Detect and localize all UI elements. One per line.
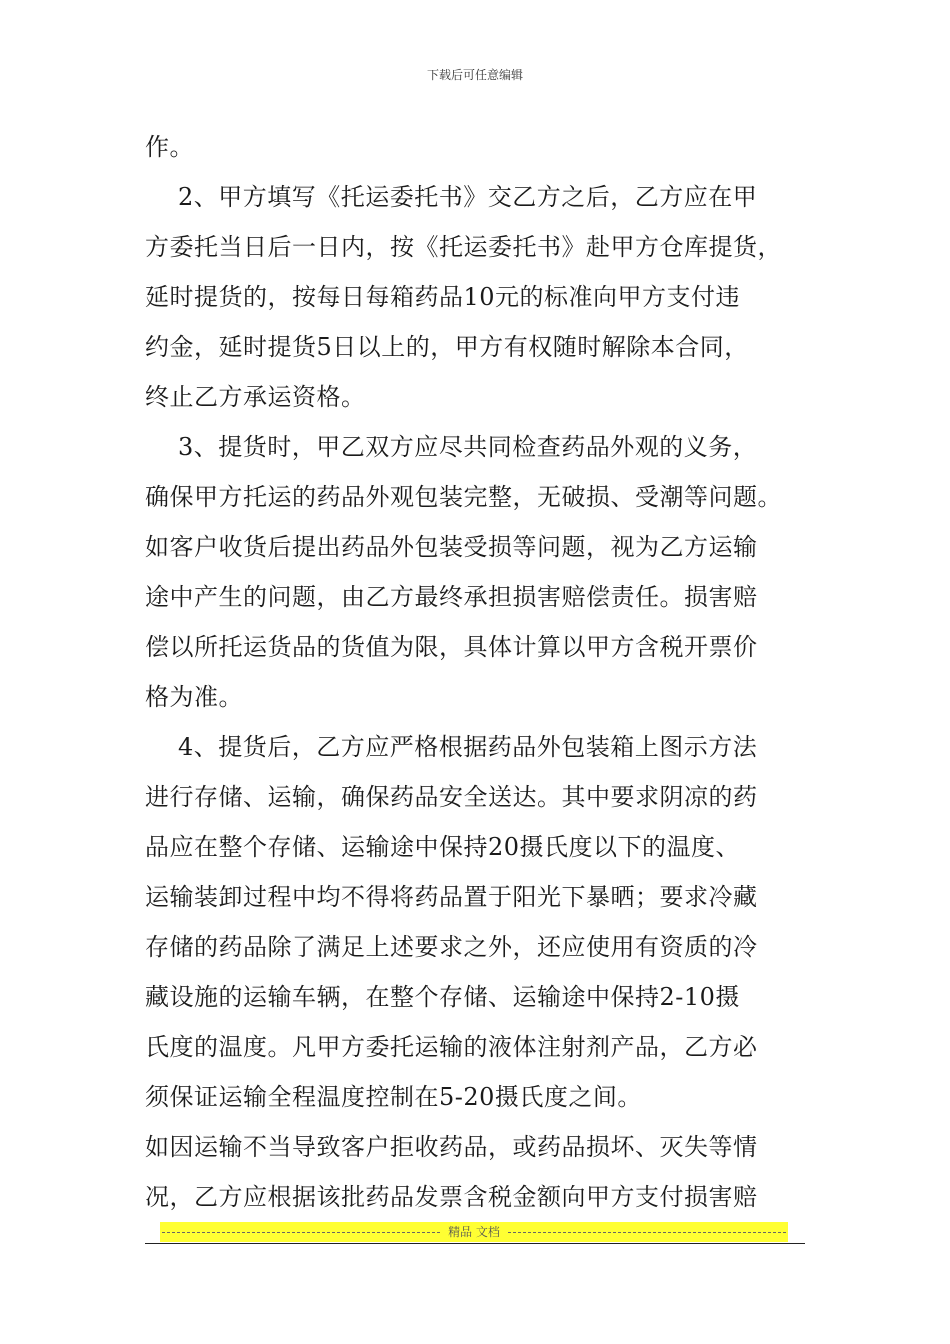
text-line: 方委托当日后一日内，按《托运委托书》赴甲方仓库提货， xyxy=(145,233,782,261)
text-line: 运输装卸过程中均不得将药品置于阳光下暴晒；要求冷藏 xyxy=(145,883,758,911)
paragraph xyxy=(145,722,815,1122)
text-line: 终止乙方承运资格。 xyxy=(145,383,366,411)
paragraph xyxy=(145,422,815,722)
text-line: 确保甲方托运的药品外观包装完整，无破损、受潮等问题。 xyxy=(145,483,782,511)
text-line: 须保证运输全程温度控制在5-20摄氏度之间。 xyxy=(145,1083,642,1111)
footer-rule xyxy=(145,1243,805,1244)
paragraph xyxy=(145,1122,815,1222)
page-header-note: 下载后可任意编辑 xyxy=(426,68,523,82)
paragraph xyxy=(145,122,815,172)
text-line: 偿以所托运货品的货值为限，具体计算以甲方含税开票价 xyxy=(145,633,758,661)
text-line: 3、提货时，甲乙双方应尽共同检查药品外观的义务， xyxy=(178,433,758,461)
text-line: 约金，延时提货5日以上的，甲方有权随时解除本合同， xyxy=(145,333,749,361)
contract-body xyxy=(145,122,815,1222)
text-line: 况，乙方应根据该批药品发票含税金额向甲方支付损害赔 xyxy=(145,1183,758,1211)
footer-dash-right xyxy=(508,1232,786,1233)
text-line: 途中产生的问题，由乙方最终承担损害赔偿责任。损害赔 xyxy=(145,583,758,611)
text-line: 藏设施的运输车辆，在整个存储、运输途中保持2-10摄 xyxy=(145,983,740,1011)
text-line: 延时提货的，按每日每箱药品10元的标准向甲方支付违 xyxy=(145,283,741,311)
text-line: 作。 xyxy=(145,133,194,161)
text-line: 4、提货后，乙方应严格根据药品外包装箱上图示方法 xyxy=(178,733,758,761)
text-line: 2、甲方填写《托运委托书》交乙方之后，乙方应在甲 xyxy=(178,183,758,211)
text-line: 进行存储、运输，确保药品安全送达。其中要求阴凉的药 xyxy=(145,783,758,811)
footer-band xyxy=(160,1222,788,1242)
text-line: 氏度的温度。凡甲方委托运输的液体注射剂产品，乙方必 xyxy=(145,1033,758,1061)
text-line: 格为准。 xyxy=(145,683,243,711)
paragraph xyxy=(145,172,815,422)
text-line: 品应在整个存储、运输途中保持20摄氏度以下的温度、 xyxy=(145,833,741,861)
footer-dash-left xyxy=(162,1232,440,1233)
footer-label: 精品 文档 xyxy=(448,1225,500,1239)
text-line: 如因运输不当导致客户拒收药品，或药品损坏、灭失等情 xyxy=(145,1133,758,1161)
text-line: 如客户收货后提出药品外包装受损等问题，视为乙方运输 xyxy=(145,533,758,561)
text-line: 存储的药品除了满足上述要求之外，还应使用有资质的冷 xyxy=(145,933,758,961)
